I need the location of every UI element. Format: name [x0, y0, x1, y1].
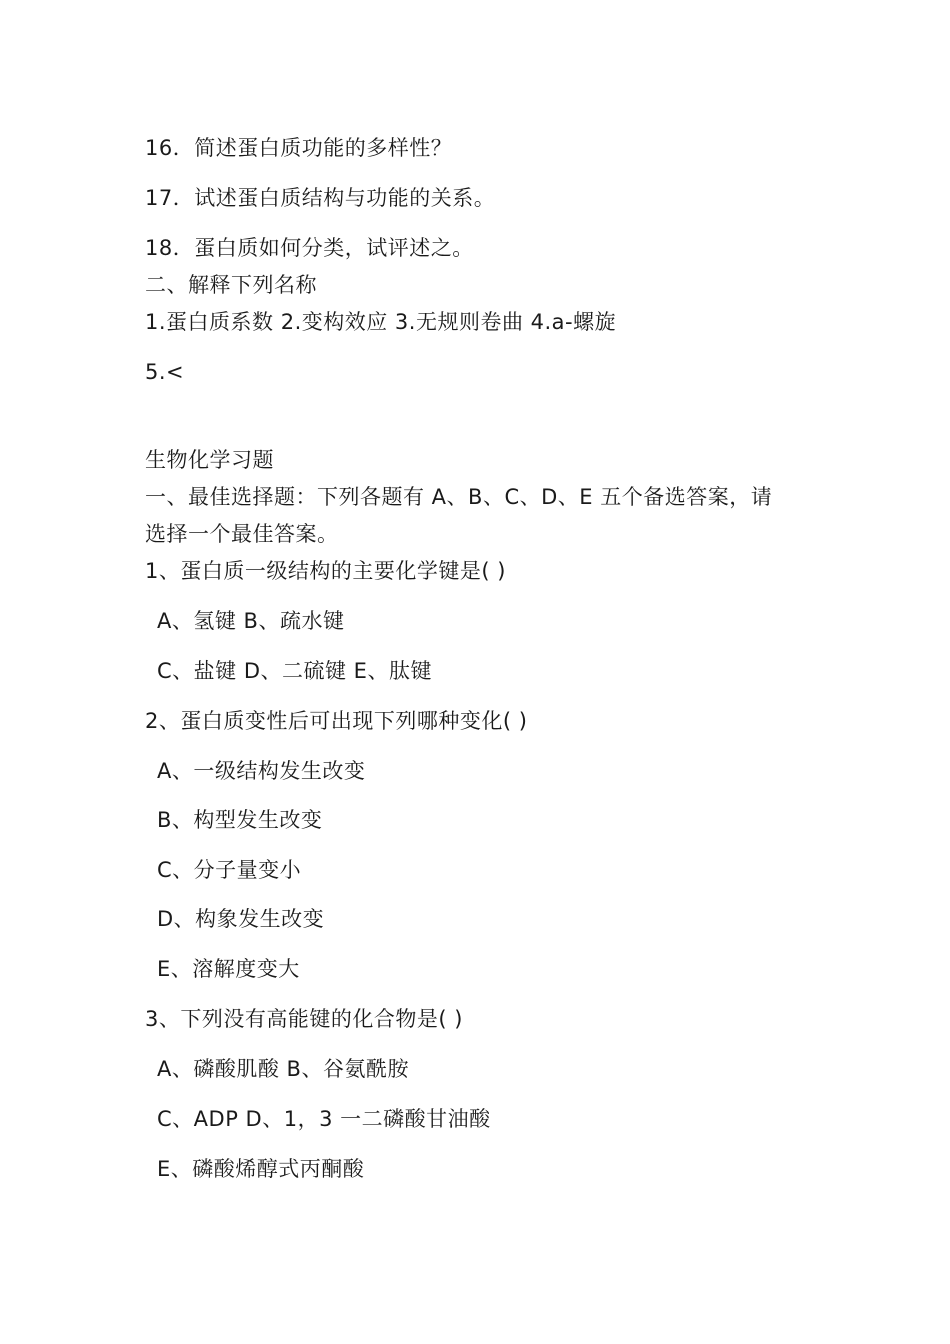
- section-instructions: 一、最佳选择题：下列各题有 A、B、C、D、E 五个备选答案，请: [145, 485, 773, 509]
- mcq-1-options-a-b: A、氢键 B、疏水键: [157, 609, 345, 633]
- mcq-2-option-a: A、一级结构发生改变: [157, 759, 366, 783]
- section-instructions-continued: 选择一个最佳答案。: [145, 522, 339, 546]
- definitions-item-5: 5.<: [145, 360, 185, 384]
- mcq-2-question: 2、蛋白质变性后可出现下列哪种变化( ): [145, 709, 528, 733]
- mcq-3-question: 3、下列没有高能键的化合物是( ): [145, 1007, 463, 1031]
- mcq-1-question: 1、蛋白质一级结构的主要化学键是( ): [145, 559, 506, 583]
- question-16: 16．简述蛋白质功能的多样性？: [145, 136, 453, 160]
- mcq-3-options-c-d: C、ADP D、1，3 一二磷酸甘油酸: [157, 1107, 491, 1131]
- question-17: 17．试述蛋白质结构与功能的关系。: [145, 186, 496, 210]
- mcq-2-option-b: B、构型发生改变: [157, 808, 323, 832]
- mcq-2-option-c: C、分子量变小: [157, 858, 302, 882]
- exercise-title: 生物化学习题: [145, 448, 274, 472]
- mcq-2-option-e: E、溶解度变大: [157, 957, 300, 981]
- definitions-list: 1.蛋白质系数 2.变构效应 3.无规则卷曲 4.a-螺旋: [145, 310, 617, 334]
- section-heading-definitions: 二、解释下列名称: [145, 273, 317, 297]
- mcq-2-option-d: D、构象发生改变: [157, 907, 325, 931]
- mcq-3-option-e: E、磷酸烯醇式丙酮酸: [157, 1157, 365, 1181]
- mcq-1-options-c-e: C、盐键 D、二硫键 E、肽键: [157, 659, 432, 683]
- mcq-3-options-a-b: A、磷酸肌酸 B、谷氨酰胺: [157, 1057, 409, 1081]
- question-18: 18．蛋白质如何分类，试评述之。: [145, 236, 474, 260]
